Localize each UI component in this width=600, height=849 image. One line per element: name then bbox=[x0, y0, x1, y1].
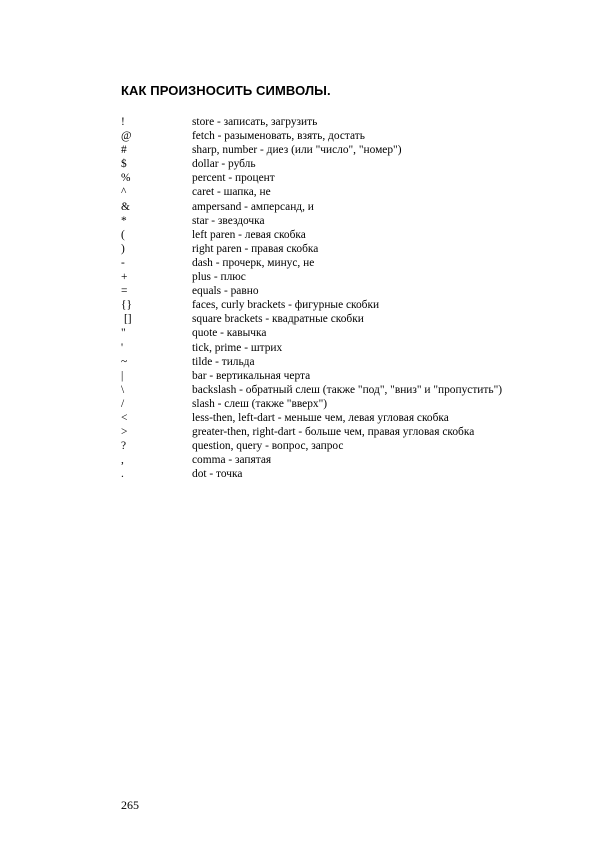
symbol: ^ bbox=[121, 186, 127, 199]
symbol: $ bbox=[121, 158, 127, 171]
symbol-description: tick, prime - штрих bbox=[192, 341, 283, 354]
symbol: | bbox=[121, 369, 124, 382]
symbol: / bbox=[121, 397, 125, 410]
symbol-description: dot - точка bbox=[192, 468, 243, 481]
symbol: \ bbox=[121, 383, 125, 396]
symbol: @ bbox=[121, 130, 132, 143]
symbol: & bbox=[121, 200, 130, 213]
symbol-description: sharp, number - диез (или "число", "номер") bbox=[192, 144, 402, 157]
symbol: ( bbox=[121, 228, 125, 241]
symbol-description: slash - слеш (также "вверх") bbox=[192, 397, 328, 410]
symbol-description: percent - процент bbox=[192, 172, 275, 185]
symbol-description: question, query - вопрос, запрос bbox=[192, 440, 344, 453]
symbol-description: caret - шапка, не bbox=[192, 186, 271, 199]
symbol-description: dash - прочерк, минус, не bbox=[192, 256, 315, 269]
symbol-description: less-then, left-dart - меньше чем, левая угловая скобка bbox=[192, 411, 449, 424]
symbol: * bbox=[121, 214, 127, 227]
symbol: - bbox=[121, 256, 125, 269]
symbol: . bbox=[121, 468, 124, 481]
symbol: + bbox=[121, 271, 128, 284]
symbol-description: tilde - тильда bbox=[192, 355, 255, 368]
symbol-description: greater-then, right-dart - больше чем, правая угловая скобка bbox=[192, 426, 475, 439]
symbol: < bbox=[121, 411, 128, 424]
symbol: ~ bbox=[121, 355, 128, 368]
page-title: КАК ПРОИЗНОСИТЬ СИМВОЛЫ. bbox=[121, 83, 331, 98]
symbol-description: ampersand - амперсанд, и bbox=[192, 200, 314, 213]
symbol: ? bbox=[121, 440, 127, 453]
symbol: [] bbox=[124, 313, 132, 326]
symbol: = bbox=[121, 285, 128, 298]
symbol-description: faces, curly brackets - фигурные скобки bbox=[192, 299, 380, 312]
symbol-description: bar - вертикальная черта bbox=[192, 369, 311, 382]
symbol-description: fetch - разыменовать, взять, достать bbox=[192, 130, 365, 143]
symbol-description: backslash - обратный слеш (также "под", "вниз" и "пропустить") bbox=[192, 383, 503, 396]
symbol: # bbox=[121, 144, 127, 157]
symbol: > bbox=[121, 426, 128, 439]
symbol-description: dollar - рубль bbox=[192, 158, 256, 171]
symbol-description: store - записать, загрузить bbox=[192, 116, 318, 128]
symbol: % bbox=[121, 172, 131, 185]
symbol: {} bbox=[121, 299, 132, 312]
symbol-description: left paren - левая скобка bbox=[192, 228, 306, 241]
symbol: ! bbox=[121, 116, 125, 128]
symbol: " bbox=[121, 327, 126, 340]
symbol: ' bbox=[121, 341, 124, 354]
symbol-description: equals - равно bbox=[192, 285, 259, 298]
symbol-description: right paren - правая скобка bbox=[192, 242, 319, 255]
symbol: , bbox=[121, 454, 124, 467]
symbol-description: plus - плюс bbox=[192, 271, 246, 284]
symbol-description: comma - запятая bbox=[192, 454, 272, 467]
symbol-description: square brackets - квадратные скобки bbox=[192, 313, 364, 326]
symbol-description: quote - кавычка bbox=[192, 327, 267, 340]
symbol-description: star - звездочка bbox=[192, 214, 265, 227]
symbol: ) bbox=[121, 242, 125, 255]
page-number: 265 bbox=[121, 798, 139, 812]
